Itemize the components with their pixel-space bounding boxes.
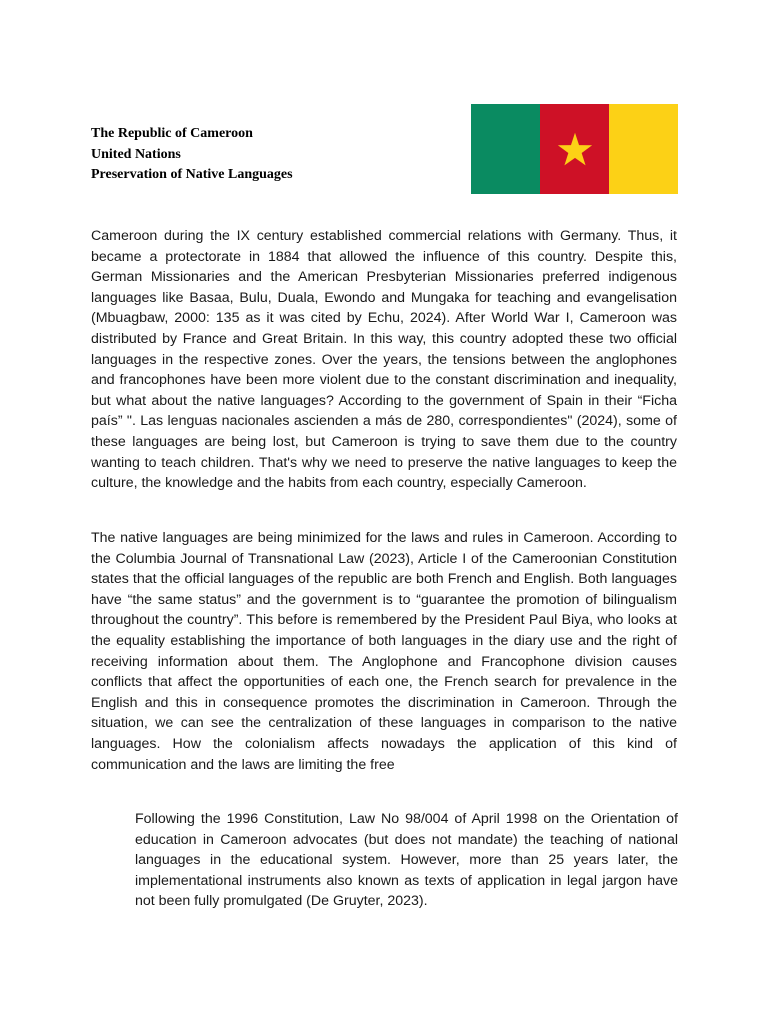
body-paragraph-1: Cameroon during the IX century established commercial relations with Germany. Thus, it became a protectorate in 1884 that allowed the influence of this country. Despite this, German Missionaries and the American Presbyterian Missionaries preferred indigenous languages like Basaa, Bulu, Duala, Ewondo and Mungaka for teaching and evangelisation (Mbuagbaw, 2000: 135 as it was cited by Echu, 2024). After World War I, Cameroon was distributed by France and Great Britain. In this way, this country adopted these two official languages in the respective zones. Over the years, the tensions between the anglophones and francophones have been more violent due to the constant discrimination and inequality, but what about the native languages? According to the government of Spain in their “Ficha país” ". Las lenguas nacionales ascienden a más de 280, correspondientes" (2024), some of these languages are being lost, but Cameroon is trying to save them due to the country wanting to teach children. That's why we need to preserve the native languages to keep the culture, the knowledge and the habits from each country, especially Cameroon. <box>91 228 677 492</box>
body-paragraph-2: The native languages are being minimized for the laws and rules in Cameroon. According to the Columbia Journal of Transnational Law (2023), Article I of the Cameroonian Constitution states that the official languages of the republic are both French and English. Both languages have “the same status” and the government is to “guarantee the promotion of bilingualism throughout the country”. This before is remembered by the President Paul Biya, who looks at the equality establishing the importance of both languages in the diary use and the right of receiving information about them. The Anglophone and Francophone division causes conflicts that affect the opportunities of each one, the French search for prevalence in the English and this in consequence promotes the discrimination in Cameroon. Through the situation, we can see the centralization of these languages in comparison to the native languages. How the colonialism affects nowadays the application of this kind of communication and the laws are limiting the free <box>91 530 677 773</box>
document-header <box>91 124 293 186</box>
flag-red-stripe <box>540 104 609 194</box>
header-country: The Republic of Cameroon <box>91 126 253 141</box>
flag-green-stripe <box>471 104 540 194</box>
star-icon <box>557 131 593 167</box>
cameroon-flag-icon <box>471 104 678 194</box>
header-topic: Preservation of Native Languages <box>91 167 293 182</box>
flag-yellow-stripe <box>609 104 678 194</box>
block-quote: Following the 1996 Constitution, Law No 98/004 of April 1998 on the Orientation of education in Cameroon advocates (but does not mandate) the teaching of national languages in the educational system. However, more than 25 years later, the implementational instruments also known as texts of application in legal jargon have not been fully promulgated (De Gruyter, 2023). <box>135 811 678 910</box>
header-committee: United Nations <box>91 146 181 162</box>
